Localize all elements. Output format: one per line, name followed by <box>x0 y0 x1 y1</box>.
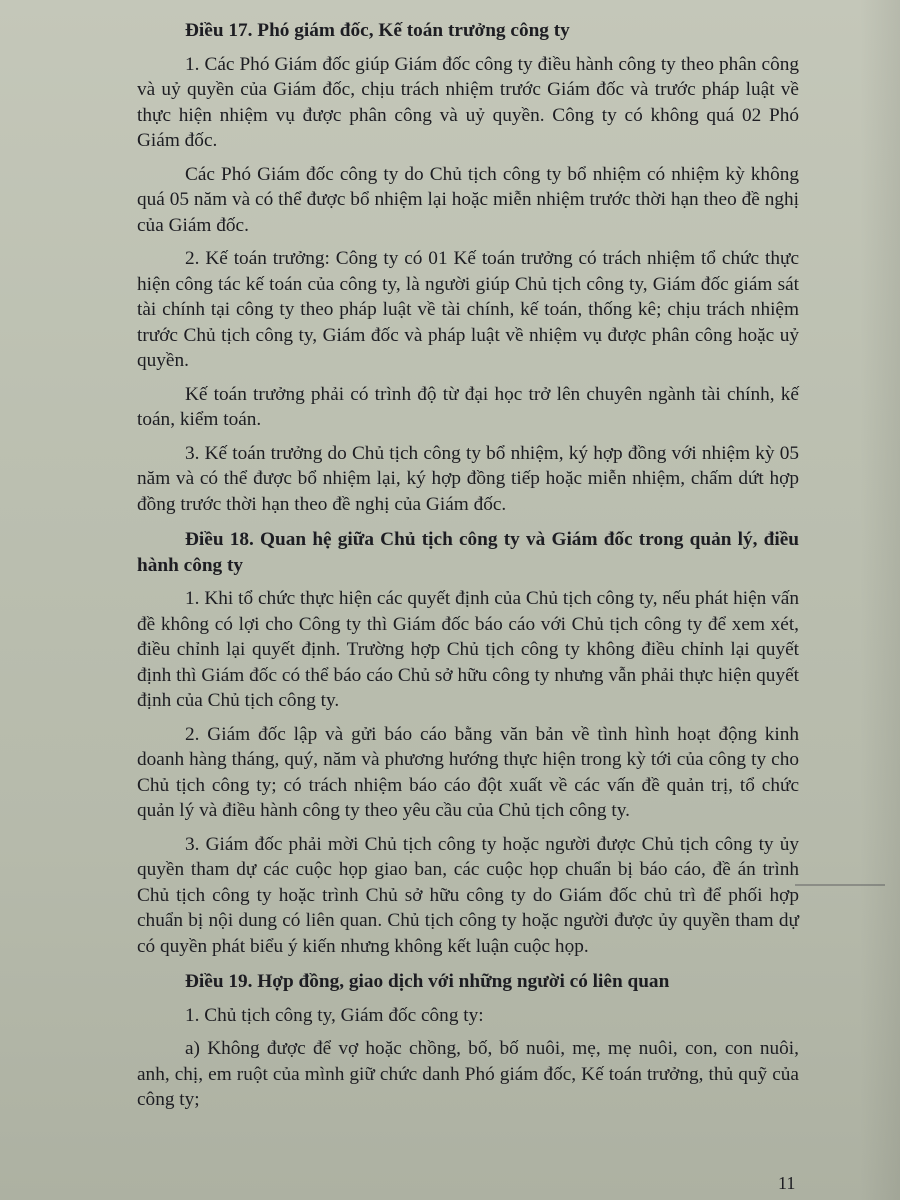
article-17-title: Điều 17. Phó giám đốc, Kế toán trưởng công ty <box>185 20 570 41</box>
article-17-paragraph-2: Các Phó Giám đốc công ty do Chủ tịch công ty bổ nhiệm có nhiệm kỳ không quá 05 năm và có thể được bổ nhiệm lại hoặc miễn nhiệm trước thời hạn theo đề nghị của Giám đốc. <box>137 163 799 236</box>
article-17-paragraph-1: 1. Các Phó Giám đốc giúp Giám đốc công ty điều hành công ty theo phân công và uỷ quyền của Giám đốc, chịu trách nhiệm trước Giám đốc và trước pháp luật về thực hiện nhiệm vụ được phân công và uỷ quyền. Công ty có không quá 02 Phó Giám đốc. <box>137 53 799 151</box>
article-18-title: Điều 18. Quan hệ giữa Chủ tịch công ty và Giám đốc trong quản lý, điều hành công ty <box>137 529 799 576</box>
document-body <box>137 18 799 1113</box>
article-17-paragraph-3: 2. Kế toán trưởng: Công ty có 01 Kế toán trưởng có trách nhiệm tổ chức thực hiện công tác kế toán của công ty, là người giúp Chủ tịch công ty, Giám đốc giám sát tài chính tại công ty theo pháp luật về tài chính, kế toán, thống kê; chịu trách nhiệm trước Chủ tịch công ty, Giám đốc và pháp luật về nhiệm vụ được phân công hoặc uỷ quyền. <box>137 248 799 371</box>
page-number: 11 <box>778 1173 796 1193</box>
article-18-paragraph-1: 1. Khi tổ chức thực hiện các quyết định của Chủ tịch công ty, nếu phát hiện vấn đề không có lợi cho Công ty thì Giám đốc báo cáo với Chủ tịch công ty để xem xét, điều chỉnh lại quyết định. Trường hợp Chủ tịch công ty không điều chỉnh lại quyết định thì Giám đốc có thể báo cáo Chủ sở hữu công ty nhưng vẫn phải thực hiện quyết định của Chủ tịch công ty. <box>137 588 799 711</box>
page-shadow <box>860 0 900 1200</box>
article-19-paragraph-1: 1. Chủ tịch công ty, Giám đốc công ty: <box>185 1004 484 1026</box>
article-17-paragraph-5: 3. Kế toán trưởng do Chủ tịch công ty bổ nhiệm, ký hợp đồng với nhiệm kỳ 05 năm và có thể được bổ nhiệm lại, ký hợp đồng tiếp hoặc miễn nhiệm, chấm dứt hợp đồng trước thời hạn theo đề nghị của Giám đốc. <box>137 442 799 515</box>
article-18-paragraph-2: 2. Giám đốc lập và gửi báo cáo bằng văn bản về tình hình hoạt động kinh doanh hàng tháng, quý, năm và phương hướng thực hiện trong kỳ tới của công ty cho Chủ tịch công ty; có trách nhiệm báo cáo đột xuất về các vấn đề quản trị, tổ chức quản lý và điều hành công ty theo yêu cầu của Chủ tịch công ty. <box>137 723 799 821</box>
article-17-paragraph-4: Kế toán trưởng phải có trình độ từ đại học trở lên chuyên ngành tài chính, kế toán, kiểm toán. <box>137 383 799 430</box>
article-18-paragraph-3: 3. Giám đốc phải mời Chủ tịch công ty hoặc người được Chủ tịch công ty ủy quyền tham dự các cuộc họp giao ban, các cuộc họp chuẩn bị báo cáo, đề án trình Chủ tịch công ty hoặc trình Chủ sở hữu công ty do Giám đốc chủ trì để phối hợp chuẩn bị nội dung có liên quan. Chủ tịch công ty hoặc người được ủy quyền tham dự có quyền phát biểu ý kiến nhưng không kết luận cuộc họp. <box>137 833 799 957</box>
pen-mark <box>795 884 885 886</box>
article-19-paragraph-2: a) Không được để vợ hoặc chồng, bố, bố nuôi, mẹ, mẹ nuôi, con, con nuôi, anh, chị, em ruột của mình giữ chức danh Phó giám đốc, Kế toán trưởng, thủ quỹ của công ty; <box>137 1038 799 1110</box>
article-19-title: Điều 19. Hợp đồng, giao dịch với những người có liên quan <box>185 971 670 992</box>
